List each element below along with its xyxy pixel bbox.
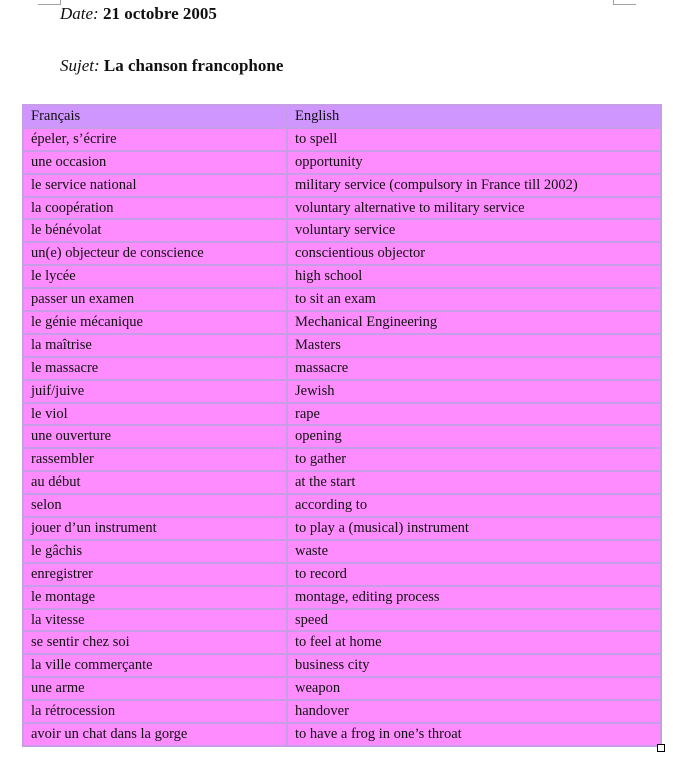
table-row: [23, 425, 661, 448]
date-label: Date:: [60, 4, 99, 23]
french-term: le génie mécanique: [23, 311, 287, 334]
table-row: [23, 563, 661, 586]
english-translation: massacre: [287, 357, 661, 380]
french-term: le massacre: [23, 357, 287, 380]
english-translation: weapon: [287, 677, 661, 700]
table-row: [23, 631, 661, 654]
table-row: [23, 334, 661, 357]
english-translation: Mechanical Engineering: [287, 311, 661, 334]
subject-label: Sujet:: [60, 56, 100, 75]
table-row: [23, 654, 661, 677]
french-term: passer un examen: [23, 288, 287, 311]
english-translation: voluntary alternative to military service: [287, 197, 661, 220]
french-term: rassembler: [23, 448, 287, 471]
english-translation: at the start: [287, 471, 661, 494]
french-term: selon: [23, 494, 287, 517]
french-term: le gâchis: [23, 540, 287, 563]
french-term: au début: [23, 471, 287, 494]
table-row: [23, 448, 661, 471]
english-translation: high school: [287, 265, 661, 288]
english-translation: to gather: [287, 448, 661, 471]
english-translation: montage, editing process: [287, 586, 661, 609]
table-row: [23, 242, 661, 265]
page-corner-mark-right: [613, 0, 636, 5]
french-term: une arme: [23, 677, 287, 700]
english-translation: waste: [287, 540, 661, 563]
english-translation: military service (compulsory in France till 2002): [287, 174, 661, 197]
table-row: [23, 403, 661, 426]
table-row: [23, 128, 661, 151]
english-translation: speed: [287, 609, 661, 632]
table-row: [23, 219, 661, 242]
table-resize-handle[interactable]: [657, 744, 665, 752]
english-translation: according to: [287, 494, 661, 517]
french-term: une occasion: [23, 151, 287, 174]
english-translation: to spell: [287, 128, 661, 151]
table-row: [23, 609, 661, 632]
table-row: [23, 288, 661, 311]
french-term: un(e) objecteur de conscience: [23, 242, 287, 265]
table-row: [23, 494, 661, 517]
table-row: [23, 700, 661, 723]
vocabulary-table: [22, 104, 662, 747]
table-row: [23, 174, 661, 197]
subject-value: La chanson francophone: [103, 56, 284, 75]
english-translation: handover: [287, 700, 661, 723]
french-term: le montage: [23, 586, 287, 609]
french-term: la vitesse: [23, 609, 287, 632]
english-translation: rape: [287, 403, 661, 426]
english-translation: to feel at home: [287, 631, 661, 654]
french-term: juif/juive: [23, 380, 287, 403]
page-corner-mark-left: [38, 0, 61, 5]
french-term: la ville commerçante: [23, 654, 287, 677]
french-term: se sentir chez soi: [23, 631, 287, 654]
french-term: le bénévolat: [23, 219, 287, 242]
table-row: [23, 517, 661, 540]
english-translation: business city: [287, 654, 661, 677]
english-translation: to have a frog in one’s throat: [287, 723, 661, 746]
english-translation: voluntary service: [287, 219, 661, 242]
english-translation: Jewish: [287, 380, 661, 403]
french-term: le service national: [23, 174, 287, 197]
french-term: enregistrer: [23, 563, 287, 586]
table-row: [23, 471, 661, 494]
date-line: [60, 4, 217, 24]
french-term: jouer d’un instrument: [23, 517, 287, 540]
french-term: la maîtrise: [23, 334, 287, 357]
header-french: Français: [23, 105, 287, 128]
english-translation: opening: [287, 425, 661, 448]
french-term: épeler, s’écrire: [23, 128, 287, 151]
french-term: la rétrocession: [23, 700, 287, 723]
english-translation: to sit an exam: [287, 288, 661, 311]
english-translation: to play a (musical) instrument: [287, 517, 661, 540]
english-translation: opportunity: [287, 151, 661, 174]
french-term: le lycée: [23, 265, 287, 288]
french-term: la coopération: [23, 197, 287, 220]
english-translation: to record: [287, 563, 661, 586]
date-value: 21 octobre 2005: [102, 4, 217, 23]
table-row: [23, 197, 661, 220]
table-row: [23, 677, 661, 700]
table-row: [23, 380, 661, 403]
french-term: le viol: [23, 403, 287, 426]
english-translation: Masters: [287, 334, 661, 357]
english-translation: conscientious objector: [287, 242, 661, 265]
french-term: une ouverture: [23, 425, 287, 448]
table-row: [23, 265, 661, 288]
table-row: [23, 151, 661, 174]
table-body: [23, 128, 661, 746]
subject-line: [60, 56, 283, 76]
table-header-row: [23, 105, 661, 128]
table-row: [23, 586, 661, 609]
table-row: [23, 540, 661, 563]
table-row: [23, 723, 661, 746]
table-row: [23, 357, 661, 380]
table-row: [23, 311, 661, 334]
french-term: avoir un chat dans la gorge: [23, 723, 287, 746]
header-english: English: [287, 105, 661, 128]
